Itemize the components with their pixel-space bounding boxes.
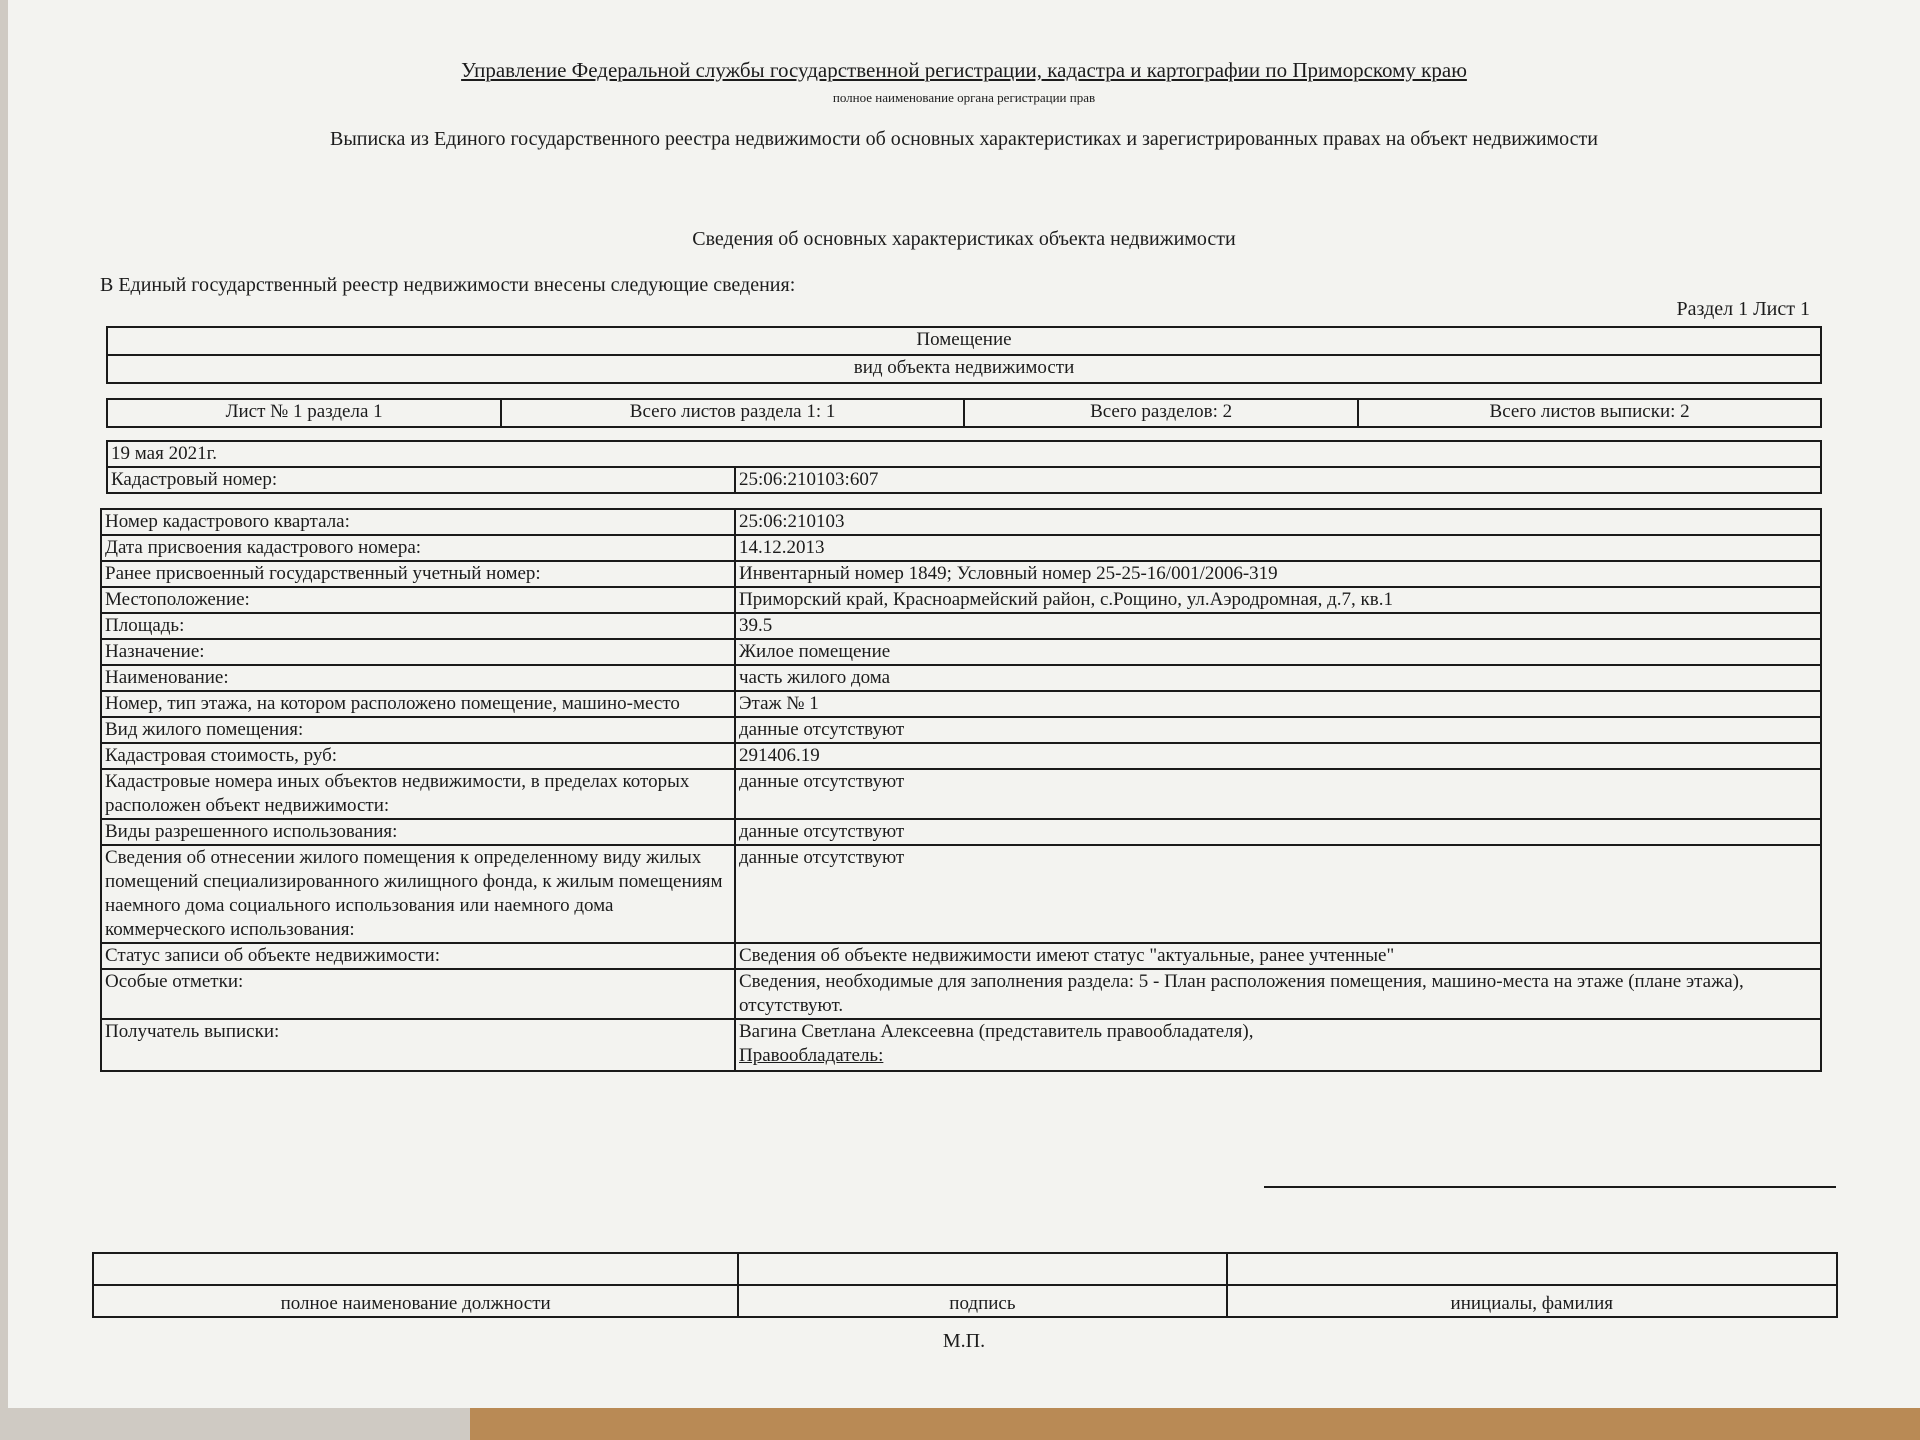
row-value: 14.12.2013 <box>735 535 1821 561</box>
row-value: 25:06:210103 <box>735 509 1821 535</box>
section-sheet-label: Раздел 1 Лист 1 <box>1676 298 1810 320</box>
row-label: Особые отметки: <box>101 969 735 1019</box>
signature-table <box>92 1252 1838 1318</box>
row-label: Площадь: <box>101 613 735 639</box>
sheets-table <box>106 398 1822 428</box>
signature-line <box>1264 1186 1836 1188</box>
total-sheets-section: Всего листов раздела 1: 1 <box>501 399 964 427</box>
authority-name: Управление Федеральной службы государственной регистрации, кадастра и картографии по Приморскому краю <box>461 58 1467 82</box>
row-label: Ранее присвоенный государственный учетный номер: <box>101 561 735 587</box>
table-row <box>101 1019 1821 1071</box>
table-row <box>101 717 1821 743</box>
table-row <box>101 509 1821 535</box>
table-row <box>101 535 1821 561</box>
rightholder-label: Правообладатель: <box>739 1045 884 1066</box>
intro-text: В Единый государственный реестр недвижимости внесены следующие сведения: <box>100 274 796 296</box>
object-type-table <box>106 326 1822 384</box>
name-cell <box>1227 1253 1837 1285</box>
cadastral-header-table <box>106 440 1822 494</box>
position-cell <box>93 1253 738 1285</box>
row-label: Вид жилого помещения: <box>101 717 735 743</box>
table-row <box>101 943 1821 969</box>
row-label: Кадастровые номера иных объектов недвижимости, в пределах которых расположен объект недвижимости: <box>101 769 735 819</box>
object-type: Помещение <box>107 327 1821 355</box>
total-sections: Всего разделов: 2 <box>964 399 1358 427</box>
recipient-name: Вагина Светлана Алексеевна (представитель правообладателя), <box>739 1021 1254 1042</box>
position-caption: полное наименование должности <box>93 1285 738 1317</box>
cadastral-number-value: 25:06:210103:607 <box>735 467 1821 493</box>
row-value: данные отсутствуют <box>735 769 1821 819</box>
row-value: 291406.19 <box>735 743 1821 769</box>
row-label: Виды разрешенного использования: <box>101 819 735 845</box>
row-label: Наименование: <box>101 665 735 691</box>
total-sheets: Всего листов выписки: 2 <box>1358 399 1821 427</box>
row-value: данные отсутствуют <box>735 717 1821 743</box>
signature-caption: подпись <box>738 1285 1226 1317</box>
table-row <box>101 587 1821 613</box>
table-row <box>101 639 1821 665</box>
table-row <box>101 561 1821 587</box>
table-row <box>101 819 1821 845</box>
table-row <box>101 613 1821 639</box>
row-value: 39.5 <box>735 613 1821 639</box>
stamp-place: М.П. <box>942 1330 986 1352</box>
row-value: Жилое помещение <box>735 639 1821 665</box>
row-label: Местоположение: <box>101 587 735 613</box>
table-row <box>101 969 1821 1019</box>
row-value: данные отсутствуют <box>735 819 1821 845</box>
row-label: Кадастровая стоимость, руб: <box>101 743 735 769</box>
row-label: Получатель выписки: <box>101 1019 735 1071</box>
characteristics-table <box>100 508 1822 1072</box>
table-row <box>101 743 1821 769</box>
row-label: Статус записи об объекте недвижимости: <box>101 943 735 969</box>
table-row <box>101 769 1821 819</box>
document-page <box>8 0 1920 1408</box>
row-label: Номер, тип этажа, на котором расположено помещение, машино-место <box>101 691 735 717</box>
section-title: Сведения об основных характеристиках объекта недвижимости <box>692 228 1236 250</box>
authority-caption: полное наименование органа регистрации прав <box>832 90 1096 105</box>
row-label: Назначение: <box>101 639 735 665</box>
extract-date: 19 мая 2021г. <box>107 441 1821 467</box>
row-label: Сведения об отнесении жилого помещения к определенному виду жилых помещений специализированного жилищного фонда, к жилым помещениям наемного дома социального использования или наемного дома коммерческого использования: <box>101 845 735 943</box>
table-row <box>101 845 1821 943</box>
sheet-number: Лист № 1 раздела 1 <box>107 399 501 427</box>
table-row <box>101 665 1821 691</box>
name-caption: инициалы, фамилия <box>1227 1285 1837 1317</box>
cadastral-number-label: Кадастровый номер: <box>107 467 735 493</box>
signature-cell <box>738 1253 1226 1285</box>
row-label: Дата присвоения кадастрового номера: <box>101 535 735 561</box>
row-value-recipient <box>735 1019 1821 1071</box>
row-value: часть жилого дома <box>735 665 1821 691</box>
row-value: Приморский край, Красноармейский район, с.Рощино, ул.Аэродромная, д.7, кв.1 <box>735 587 1821 613</box>
row-value: Этаж № 1 <box>735 691 1821 717</box>
row-value: Сведения об объекте недвижимости имеют статус "актуальные, ранее учтенные" <box>735 943 1821 969</box>
document-title: Выписка из Единого государственного реестра недвижимости об основных характеристиках и зарегистрированных правах на объект недвижимости <box>329 128 1598 150</box>
row-value: Сведения, необходимые для заполнения раздела: 5 - План расположения помещения, машино-места на этаже (плане этажа), отсутствуют. <box>735 969 1821 1019</box>
object-type-caption: вид объекта недвижимости <box>107 355 1821 383</box>
row-value: данные отсутствуют <box>735 845 1821 943</box>
row-value: Инвентарный номер 1849; Условный номер 25-25-16/001/2006-319 <box>735 561 1821 587</box>
row-label: Номер кадастрового квартала: <box>101 509 735 535</box>
desk-surface <box>470 1408 1920 1440</box>
table-row <box>101 691 1821 717</box>
